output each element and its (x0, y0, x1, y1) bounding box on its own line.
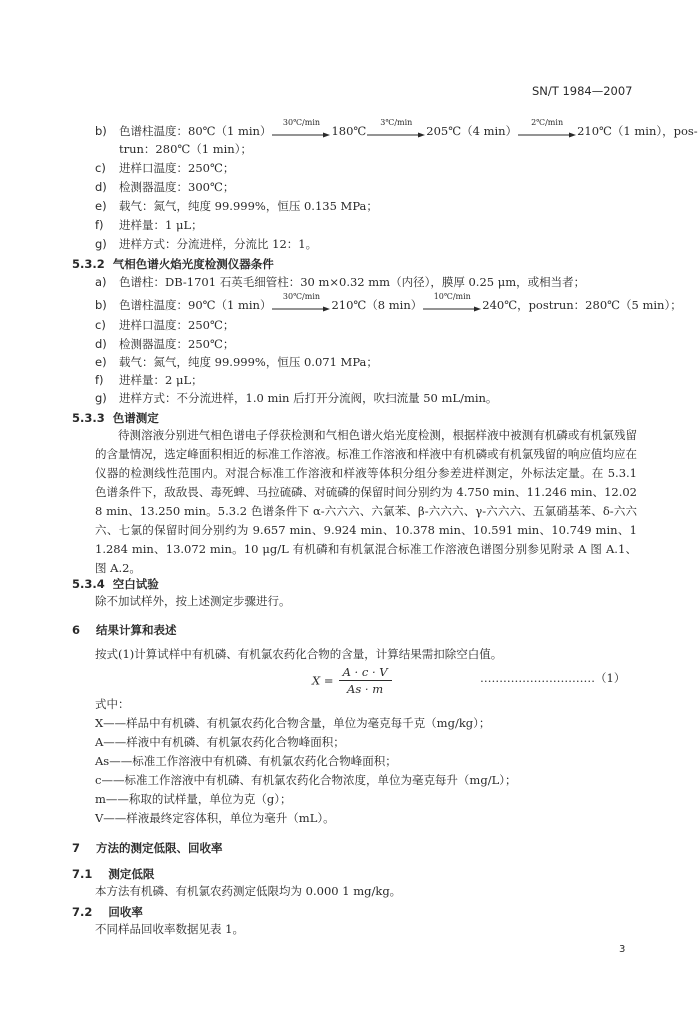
list-text: 载气：氮气，纯度 99.999%，恒压 0.071 MPa； (119, 355, 378, 369)
formula-numerator: A · c · V (339, 665, 392, 681)
section-heading-6 (72, 622, 177, 638)
list-label: a) (95, 275, 107, 289)
list-item-f (95, 373, 203, 387)
temp-step-2: 205℃（4 min） (426, 124, 518, 138)
list-item-g (95, 391, 497, 405)
list-text: 进样口温度：250℃； (119, 161, 235, 175)
ramp-rate: 2℃/min (531, 118, 564, 127)
list-text: 载气：氮气，纯度 99.999%，恒压 0.135 MPa； (119, 199, 378, 213)
section-number: 5.3.3 (72, 411, 105, 425)
temp-step-1: 180℃ (331, 124, 367, 138)
section-number: 7.1 (72, 867, 93, 881)
list-item-b-temperature-program (95, 292, 682, 312)
definition-a: A——样液中有机磷、有机氯农药化合物峰面积； (95, 735, 345, 749)
list-text: 进样方式：分流进样，分流比 12：1。 (119, 237, 318, 251)
ramp-rate: 30℃/min (282, 292, 321, 301)
temp-start: 色谱柱温度：80℃（1 min） (119, 124, 272, 138)
definition-as: As——标准工作溶液中有机磷、有机氯农药化合物峰面积； (95, 754, 397, 768)
section-title: 色谱测定 (112, 411, 159, 425)
temp-start: 色谱柱温度：90℃（1 min） (119, 298, 272, 312)
section-title: 结果计算和表述 (96, 623, 177, 637)
section-title: 空白试验 (112, 577, 159, 591)
section-heading-5-3-2 (72, 256, 274, 272)
list-item-c (95, 318, 234, 332)
section-title: 测定低限 (108, 867, 155, 881)
definition-c: c——标准工作溶液中有机磷、有机氯农药化合物浓度，单位为毫克每升（mg/L）； (95, 773, 517, 787)
list-item-e (95, 355, 378, 369)
ramp-arrow (423, 292, 481, 312)
arrow-icon (272, 306, 330, 312)
document-code: SN/T 1984—2007 (532, 84, 633, 98)
arrow-icon (272, 132, 330, 138)
list-item-b-continuation: trun：280℃（1 min）； (119, 142, 252, 156)
formula-lhs: X = (312, 673, 334, 688)
paragraph-chromatographic-determination: 待测溶液分别进气相色谱电子俘获检测和气相色谱火焰光度检测，根据样液中被测有机磷或有机氯残留的含量情况，选定峰面积相近的标准工作溶液。标准工作溶液和样液中有机磷或有机氯残留的响应值均应在仪器的检测线性范围内。对混合标准工作溶液和样液等体积分组分参差进样测定，外标法定量。在 5.3.1 色谱条件下，敌敌畏、毒死蜱、马拉硫磷、对硫磷的保留时间分别约为 4.750 min、11.246 min、12.028 min、13.250 min。5.3.2 色谱条件下 α-六六六、六氯苯、β-六六六、γ-六六六、五氯硝基苯、δ-六六六、七氯的保留时间分别约为 9.657 min、9.924 min、10.378 min、10.591 min、10.749 min、11.284 min、13.072 min。10 μg/L 有机磷和有机氯混合标准工作溶液色谱图分别参见附录 A 图 A.1、图 A.2。 (95, 428, 637, 575)
ramp-rate: 3℃/min (380, 118, 413, 127)
list-text: 进样量：2 μL； (119, 373, 203, 387)
temp-step-1: 210℃（8 min） (331, 298, 423, 312)
formula-fraction (339, 665, 392, 696)
list-text: 进样方式：不分流进样，1.0 min 后打开分流阀，吹扫流量 50 mL/min。 (119, 391, 498, 405)
formula-denominator: As · m (347, 682, 384, 696)
temp-step-2: 240℃，postrun：280℃（5 min）； (482, 298, 682, 312)
list-item-a (95, 275, 585, 289)
list-text: 检测器温度：250℃； (119, 337, 235, 351)
arrow-icon (367, 132, 425, 138)
list-label: e) (95, 355, 107, 369)
list-text: 色谱柱：DB-1701 石英毛细管柱：30 m×0.32 mm（内径），膜厚 0.25 μm，或相当者； (119, 275, 586, 289)
list-label: g) (95, 237, 107, 251)
list-label: b) (95, 124, 107, 138)
section-title: 方法的测定低限、回收率 (96, 841, 223, 855)
section-heading-5-3-4 (72, 576, 159, 592)
list-item-d (95, 180, 234, 194)
section-number: 7.2 (72, 905, 93, 919)
list-item-b-temperature-program (95, 118, 698, 138)
list-label: b) (95, 298, 107, 312)
where-label: 式中： (95, 697, 130, 711)
list-label: f) (95, 373, 104, 387)
section-heading-7-2 (72, 904, 143, 920)
list-label: f) (95, 218, 104, 232)
list-text: 进样口温度：250℃； (119, 318, 235, 332)
arrow-icon (518, 132, 576, 138)
list-text: 检测器温度：300℃； (119, 180, 235, 194)
ramp-rate: 30℃/min (282, 118, 321, 127)
temp-step-3: 210℃（1 min），pos- (577, 124, 698, 138)
list-label: c) (95, 318, 106, 332)
section-heading-5-3-3 (72, 410, 159, 426)
paragraph-recovery: 不同样品回收率数据见表 1。 (95, 922, 244, 936)
arrow-icon (423, 306, 481, 312)
list-label: e) (95, 199, 107, 213)
ramp-arrow (272, 292, 330, 312)
equation-number: …………………………（1） (480, 671, 626, 685)
ramp-rate: 10℃/min (433, 292, 471, 301)
section-heading-7-1 (72, 866, 154, 882)
section-heading-7 (72, 840, 223, 856)
list-item-e (95, 199, 378, 213)
section-number: 7 (72, 841, 81, 855)
paragraph-blank-test: 除不加试样外，按上述测定步骤进行。 (95, 594, 291, 608)
ramp-arrow (518, 118, 576, 138)
section-number: 5.3.4 (72, 577, 105, 591)
list-label: d) (95, 337, 107, 351)
section-number: 5.3.2 (72, 257, 105, 271)
list-text: 进样量：1 μL； (119, 218, 203, 232)
list-item-f (95, 218, 203, 232)
definition-m: m——称取的试样量，单位为克（g）； (95, 792, 292, 806)
ramp-arrow (272, 118, 330, 138)
paragraph-calculation-intro: 按式(1)计算试样中有机磷、有机氯农药化合物的含量，计算结果需扣除空白值。 (95, 647, 503, 661)
list-item-g (95, 237, 317, 251)
section-number: 6 (72, 623, 81, 637)
formula (312, 665, 392, 696)
list-item-d (95, 337, 234, 351)
list-label: g) (95, 391, 107, 405)
section-title: 气相色谱火焰光度检测仪器条件 (112, 257, 274, 271)
page-number: 3 (619, 944, 626, 955)
list-label: c) (95, 161, 106, 175)
section-title: 回收率 (108, 905, 143, 919)
definition-x: X——样品中有机磷、有机氯农药化合物含量，单位为毫克每千克（mg/kg）； (95, 716, 491, 730)
ramp-arrow (367, 118, 425, 138)
list-item-c (95, 161, 234, 175)
paragraph-detection-limit: 本方法有机磷、有机氯农药测定低限均为 0.000 1 mg/kg。 (95, 884, 402, 898)
definition-v: V——样液最终定容体积，单位为毫升（mL）。 (95, 811, 335, 825)
list-label: d) (95, 180, 107, 194)
